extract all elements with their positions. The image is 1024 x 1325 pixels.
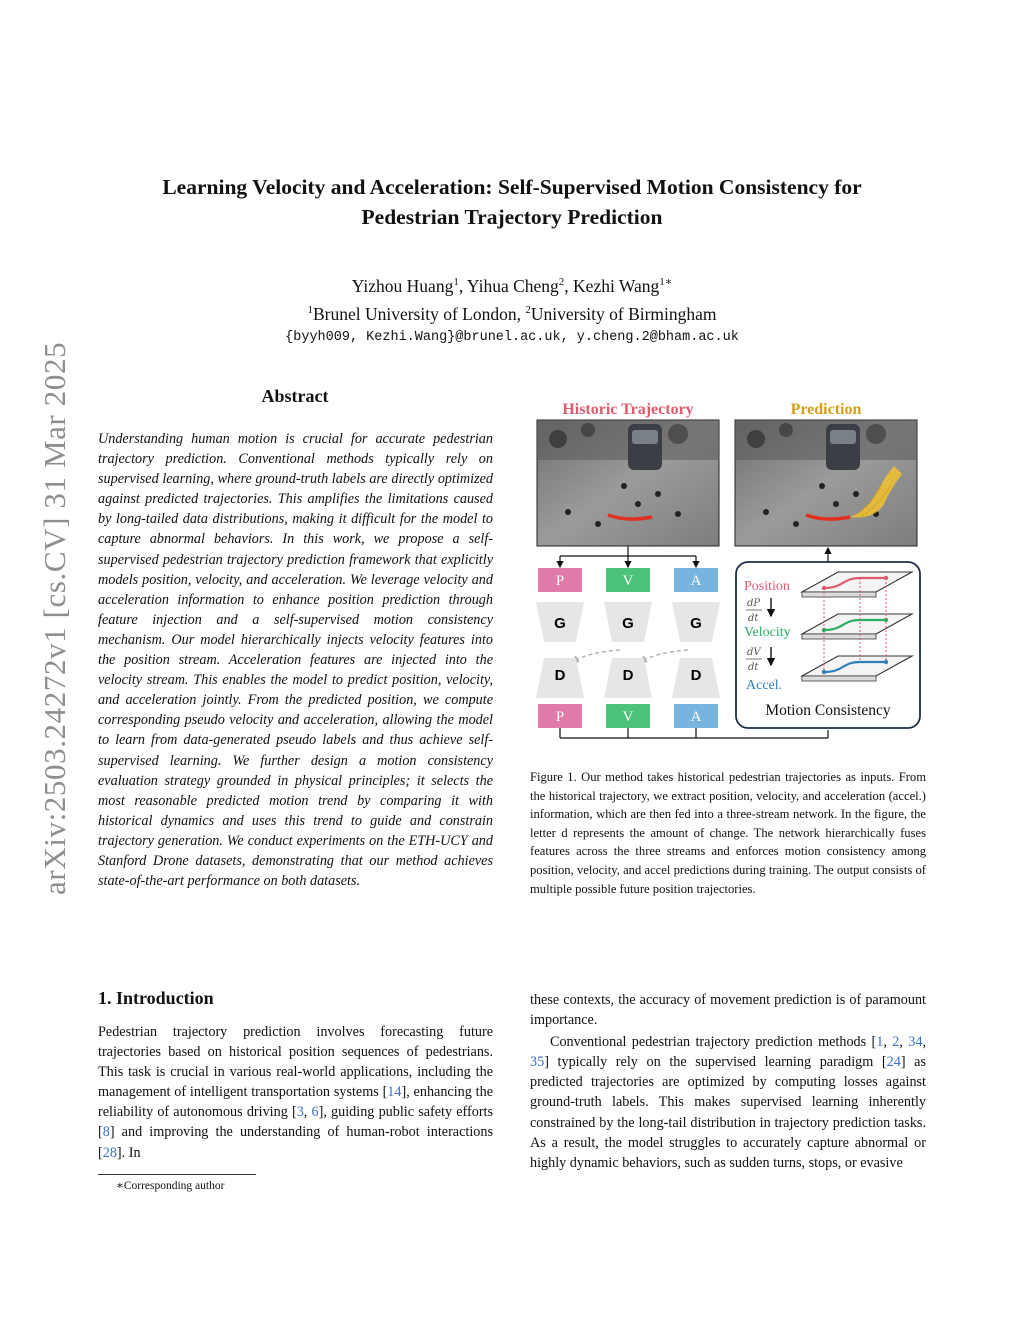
- citation-link[interactable]: 14: [387, 1084, 402, 1101]
- dp-denominator: dt: [748, 613, 759, 624]
- decoder-blocks: [536, 658, 720, 698]
- prediction-scene-image: [735, 420, 917, 546]
- stream-output-p: P: [555, 709, 565, 725]
- encoder-blocks: [536, 602, 720, 642]
- footnote: ∗Corresponding author: [116, 1180, 225, 1192]
- author-names: Yizhou Huang$^1$, Yihua Cheng$^2$, Kezhi Wang$^{1∗}$: [351, 275, 673, 296]
- figure-caption: Figure 1. Our method takes historical pedestrian trajectories as inputs. From the historical trajectory, we extract position, velocity, and acceleration (accel.) information, which are then fed into a three-stream network. In the figure, the letter d represents the amount of change. The network hierarchically fuses features across the three streams and enforces motion consistency among position, velocity, and accel predictions during training. The output consists of multiple possible future position trajectories.: [530, 770, 926, 896]
- velocity-label: Velocity: [744, 625, 791, 640]
- citation-link[interactable]: 34: [908, 1034, 923, 1051]
- stream-input-v: V: [622, 573, 634, 589]
- introduction-right-column: [530, 990, 926, 1173]
- citation-link[interactable]: 3: [296, 1104, 304, 1121]
- citation-link[interactable]: 1: [876, 1034, 884, 1051]
- decoder-d-v: D: [622, 667, 634, 684]
- stream-output-boxes: [538, 704, 718, 728]
- introduction-paragraph-2: Conventional pedestrian trajectory prediction methods [1, 2, 34, 35] typically rely on the supervised learning paradigm [24] as predicted trajectories are optimized by computing losses against ground-truth labels. This makes supervised learning inherently constrained by the long-tail distribution in trajectory prediction tasks. As a result, the model struggles to accurately capture abnormal or highly dynamic behaviors, such as sudden turns, stops, or evasive: [530, 1034, 927, 1171]
- footnote-divider: [98, 1174, 256, 1175]
- introduction-paragraph-1-continued: these contexts, the accuracy of movement prediction is of paramount importance.: [530, 992, 926, 1029]
- figure-1: [528, 394, 928, 744]
- citation-link[interactable]: 8: [102, 1124, 110, 1141]
- title-line-1: Learning Velocity and Acceleration: Self-Supervised Motion Consistency for: [162, 175, 862, 199]
- arxiv-stamp: arXiv:2503.24272v1 [cs.CV] 31 Mar 2025: [37, 341, 72, 895]
- title-line-2: Pedestrian Trajectory Prediction: [361, 205, 663, 229]
- author-emails: {byyh009, Kezhi.Wang}@brunel.ac.uk, y.cheng.2@bham.ac.uk: [285, 329, 739, 345]
- citation-link[interactable]: 28: [102, 1144, 117, 1161]
- encoder-g-a: G: [690, 615, 702, 632]
- dv-numerator: dV: [747, 647, 761, 658]
- stream-output-v: V: [622, 709, 634, 725]
- stream-input-p: P: [555, 573, 565, 589]
- citation-link[interactable]: 6: [311, 1104, 319, 1121]
- position-label: Position: [744, 579, 790, 594]
- input-connectors: [560, 546, 696, 567]
- author-block: [100, 270, 924, 350]
- motion-consistency-panel: [736, 562, 920, 728]
- citation-link[interactable]: 24: [886, 1054, 901, 1071]
- introduction-left-column: [98, 1022, 493, 1163]
- stream-input-a: A: [690, 573, 702, 589]
- citation-link[interactable]: 2: [892, 1034, 900, 1051]
- motion-consistency-label: Motion Consistency: [765, 702, 891, 719]
- decoder-d-p: D: [554, 667, 566, 684]
- encoder-g-p: G: [554, 615, 566, 632]
- paper-title: [100, 172, 924, 232]
- citation-link[interactable]: 35: [530, 1054, 545, 1071]
- dv-denominator: dt: [748, 662, 759, 673]
- historic-scene-image: [537, 420, 719, 546]
- introduction-paragraph-1: Pedestrian trajectory prediction involves forecasting future trajectories based on historical position sequences of pedestrians. This task is crucial in various real-world applications, including the management of intelligent transportation systems [14], enhancing the reliability of autonomous driving [3, 6], guiding public safety efforts [8] and improving the understanding of human-robot interactions [28]. In: [98, 1024, 494, 1161]
- accel-label: Accel.: [746, 678, 783, 693]
- historic-trajectory-label: Historic Trajectory: [562, 401, 694, 418]
- abstract-heading: Abstract: [261, 386, 329, 406]
- decoder-d-a: D: [690, 667, 702, 684]
- stream-input-boxes: [538, 568, 718, 592]
- dp-numerator: dP: [747, 598, 761, 609]
- introduction-heading: 1. Introduction: [98, 988, 214, 1008]
- affiliations: $^1$Brunel University of London, $^2$University of Birmingham: [307, 303, 717, 324]
- abstract-text: Understanding human motion is crucial for accurate pedestrian trajectory prediction. Conventional methods typically rely on supervised learning, where ground-truth labels are directly optimized against predicted trajectories. This amplifies the limitations caused by long-tailed data distributions, making it difficult for the model to capture abnormal behaviors. In this work, we propose a self-supervised pedestrian trajectory prediction framework that explicitly models position, velocity, and acceleration. We leverage velocity and acceleration information to enhance position prediction through feature injection and a self-supervised motion consistency mechanism. Our model hierarchically injects velocity features into the position stream. Acceleration features are injected into the velocity stream. This enables the model to predict position, velocity, and acceleration jointly. From the predicted position, we compute corresponding pseudo velocity and acceleration, allowing the model to learn from data-generated pseudo labels and thus achieve self-supervised learning. We further design a motion consistency evaluation strategy grounded in physical principles; it selects the most reasonable predicted motion trend by comparing it with historical dynamics and uses this trend to guide and constrain trajectory generation. We conduct experiments on the ETH-UCY and Stanford Drone datasets, demonstrating that our method achieves state-of-the-art performance on both datasets.: [98, 431, 493, 890]
- encoder-g-v: G: [622, 615, 634, 632]
- prediction-label: Prediction: [790, 401, 862, 418]
- stream-output-a: A: [690, 709, 702, 725]
